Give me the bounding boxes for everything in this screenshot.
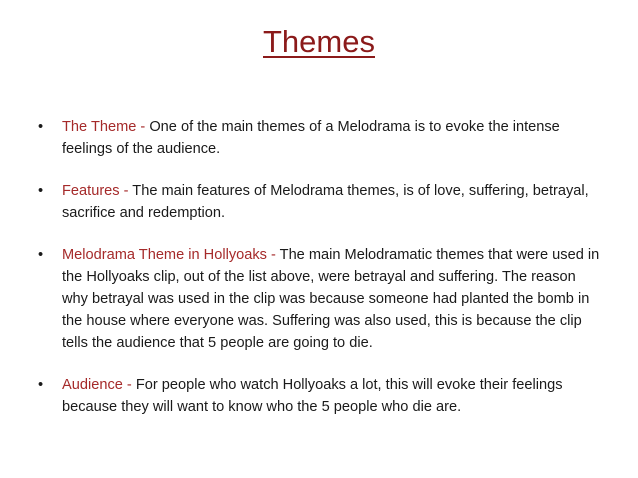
bullet-dot: • bbox=[38, 377, 44, 393]
slide-title bbox=[0, 22, 638, 62]
bullet-text: The main features of Melodrama themes, is of love, suffering, betrayal, sacrifice and redemption. bbox=[62, 183, 589, 221]
bullet-list bbox=[38, 116, 604, 438]
bullet-label: Audience - bbox=[62, 377, 136, 393]
bullet-text: One of the main themes of a Melodrama is to evoke the intense feelings of the audience. bbox=[62, 119, 560, 157]
bullet-label: Melodrama Theme in Hollyoaks - bbox=[62, 247, 280, 263]
bullet-item-theme bbox=[38, 116, 604, 160]
bullet-dot: • bbox=[38, 247, 44, 263]
slide-title-text: Themes bbox=[263, 24, 375, 59]
bullet-label: Features - bbox=[62, 183, 133, 199]
bullet-text: The main Melodramatic themes that were used in the Hollyoaks clip, out of the list above, were betrayal and suffering. The reason why betrayal was used in the clip was because someone had planted the bomb in the house where everyone was. Suffering was also used, this is because the clip tells the audience that 5 people are going to die. bbox=[62, 247, 600, 351]
bullet-item-audience bbox=[38, 374, 604, 418]
bullet-label: The Theme - bbox=[62, 119, 150, 135]
bullet-item-hollyoaks bbox=[38, 244, 604, 354]
bullet-dot: • bbox=[38, 183, 44, 199]
bullet-text: For people who watch Hollyoaks a lot, this will evoke their feelings because they will want to know who the 5 people who die are. bbox=[62, 377, 563, 415]
bullet-item-features bbox=[38, 180, 604, 224]
bullet-dot: • bbox=[38, 119, 44, 135]
